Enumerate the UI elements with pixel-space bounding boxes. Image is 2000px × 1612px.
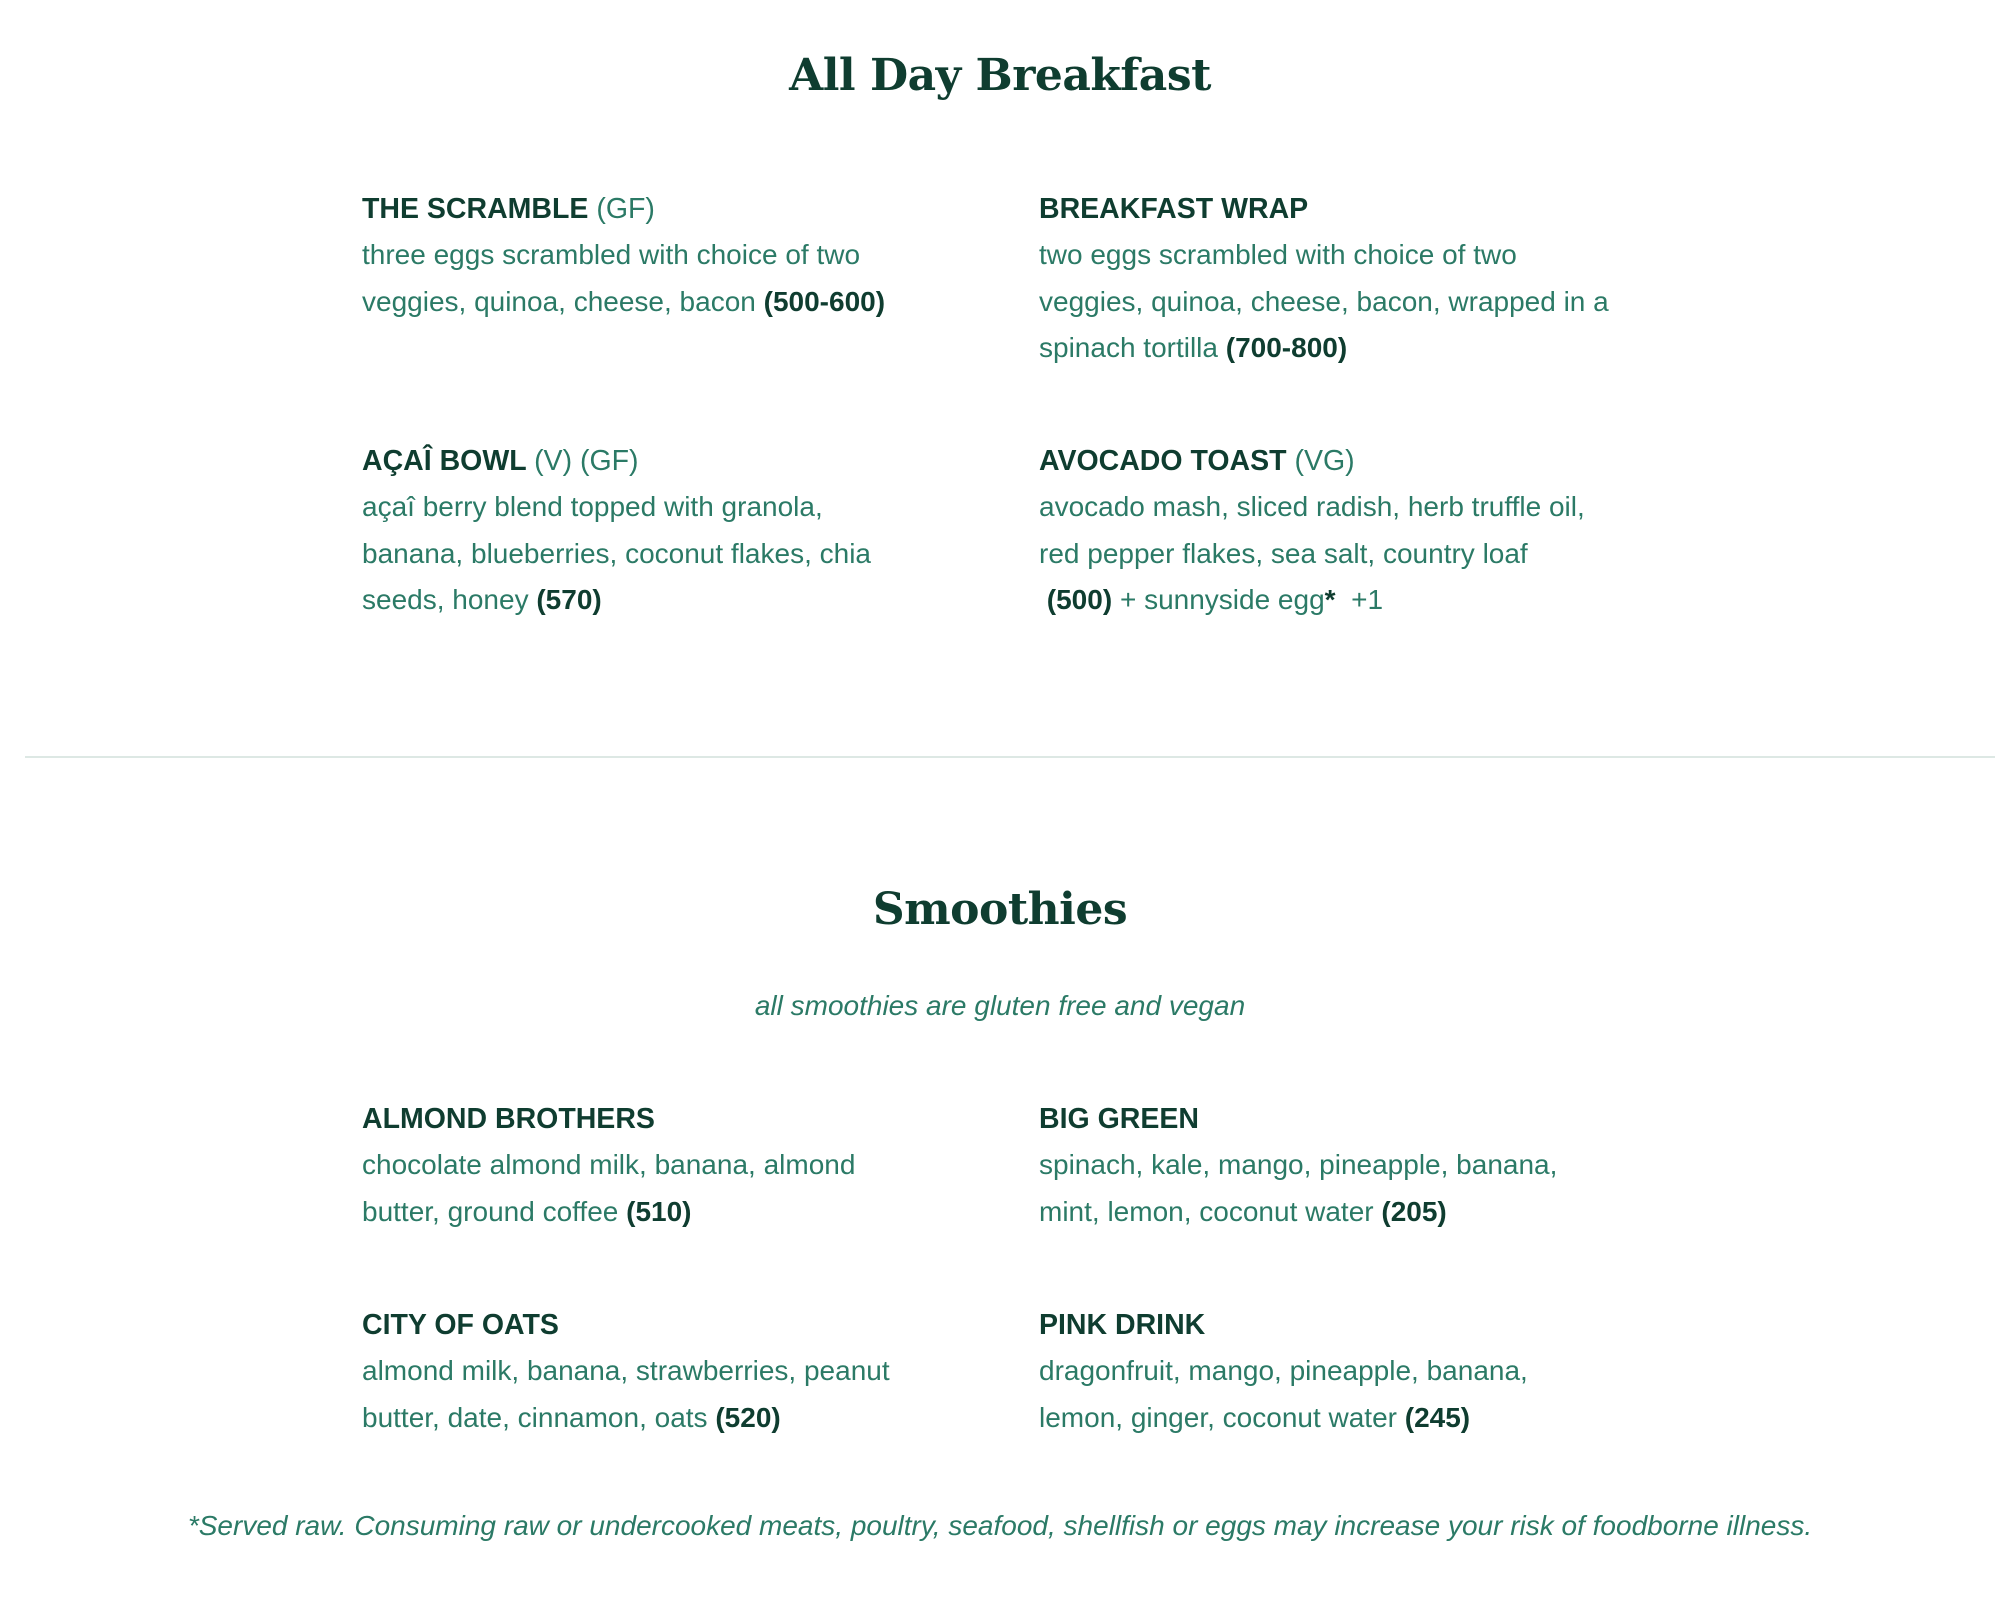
desc-line: banana, blueberries, coconut flakes, chia [362, 537, 871, 569]
desc-line: açaî berry blend topped with granola, [362, 491, 823, 522]
raw-food-disclaimer: *Served raw. Consuming raw or undercooked meats, poultry, seafood, shellfish or eggs may increase your risk of foodborne illness. [187, 1510, 1813, 1541]
desc-line: seeds, honey [362, 584, 529, 615]
desc-line: three eggs scrambled with choice of two [362, 239, 861, 270]
item-name [362, 438, 962, 484]
dietary-tag: (VG) [1294, 445, 1355, 477]
calorie-count: (500-600) [763, 285, 886, 317]
item-name [1039, 186, 1639, 232]
item-name-text: BIG GREEN [1039, 1103, 1199, 1135]
section-divider [25, 756, 1995, 758]
item-name-text: THE SCRAMBLE [362, 193, 589, 225]
addon-star: * [1324, 584, 1336, 615]
item-description [1039, 232, 1639, 372]
item-name-text: AVOCADO TOAST [1039, 445, 1287, 477]
menu-item-acai-bowl [362, 438, 962, 624]
desc-line: veggies, quinoa, cheese, bacon [362, 285, 756, 317]
item-name [1039, 438, 1639, 484]
desc-line: red pepper flakes, sea salt, country loaf [1039, 537, 1528, 569]
menu-item-breakfast-wrap [1039, 186, 1639, 372]
menu-item-the-scramble [362, 186, 962, 325]
item-name [362, 1096, 962, 1142]
item-description [362, 1142, 962, 1235]
menu-item-big-green [1039, 1096, 1639, 1235]
desc-line: butter, date, cinnamon, oats [362, 1401, 708, 1433]
desc-line: almond milk, banana, strawberries, peanut [362, 1355, 890, 1386]
item-description [362, 1348, 962, 1441]
dietary-tag: (V) (GF) [534, 445, 639, 477]
menu-item-pink-drink [1039, 1302, 1639, 1441]
desc-line: dragonfruit, mango, pineapple, banana, [1039, 1355, 1528, 1386]
item-name-text: PINK DRINK [1039, 1309, 1206, 1341]
calorie-count: (500) [1046, 584, 1113, 615]
dietary-tag: (GF) [596, 193, 655, 225]
calorie-count: (205) [1381, 1195, 1447, 1227]
desc-line: spinach, kale, mango, pineapple, banana, [1039, 1149, 1558, 1180]
item-name [362, 1302, 962, 1348]
desc-line: avocado mash, sliced radish, herb truffle oil, [1039, 491, 1585, 522]
desc-line: spinach tortilla [1039, 332, 1218, 363]
item-name-text: BREAKFAST WRAP [1039, 193, 1309, 225]
desc-line: lemon, ginger, coconut water [1039, 1401, 1397, 1433]
menu-item-city-of-oats [362, 1302, 962, 1441]
item-name [1039, 1302, 1639, 1348]
calorie-count: (510) [626, 1195, 692, 1227]
addon-label: + sunnyside egg [1119, 584, 1325, 615]
item-description [1039, 484, 1639, 624]
item-name [362, 186, 962, 232]
desc-line: mint, lemon, coconut water [1039, 1195, 1374, 1227]
addon-price: +1 [1351, 584, 1384, 615]
item-name-text: CITY OF OATS [362, 1309, 559, 1341]
section-subtitle: all smoothies are gluten free and vegan [754, 990, 1246, 1021]
item-description [362, 484, 962, 624]
item-description [362, 232, 962, 325]
section-title-breakfast: All Day Breakfast [789, 50, 1211, 101]
desc-line: two eggs scrambled with choice of two [1039, 239, 1517, 270]
menu-item-avocado-toast [1039, 438, 1639, 624]
item-description [1039, 1142, 1639, 1235]
section-title-smoothies: Smoothies [872, 884, 1128, 935]
menu-item-almond-brothers [362, 1096, 962, 1235]
desc-line: veggies, quinoa, cheese, bacon, wrapped in a [1039, 285, 1609, 317]
item-name-text: AÇAÎ BOWL [362, 445, 527, 477]
calorie-count: (245) [1404, 1401, 1471, 1433]
desc-line: butter, ground coffee [362, 1195, 619, 1227]
calorie-count: (520) [715, 1401, 781, 1433]
item-description [1039, 1348, 1639, 1441]
item-name-text: ALMOND BROTHERS [362, 1103, 655, 1135]
calorie-count: (700-800) [1225, 332, 1348, 363]
calorie-count: (570) [536, 584, 602, 615]
desc-line: chocolate almond milk, banana, almond [362, 1149, 856, 1180]
item-name [1039, 1096, 1639, 1142]
